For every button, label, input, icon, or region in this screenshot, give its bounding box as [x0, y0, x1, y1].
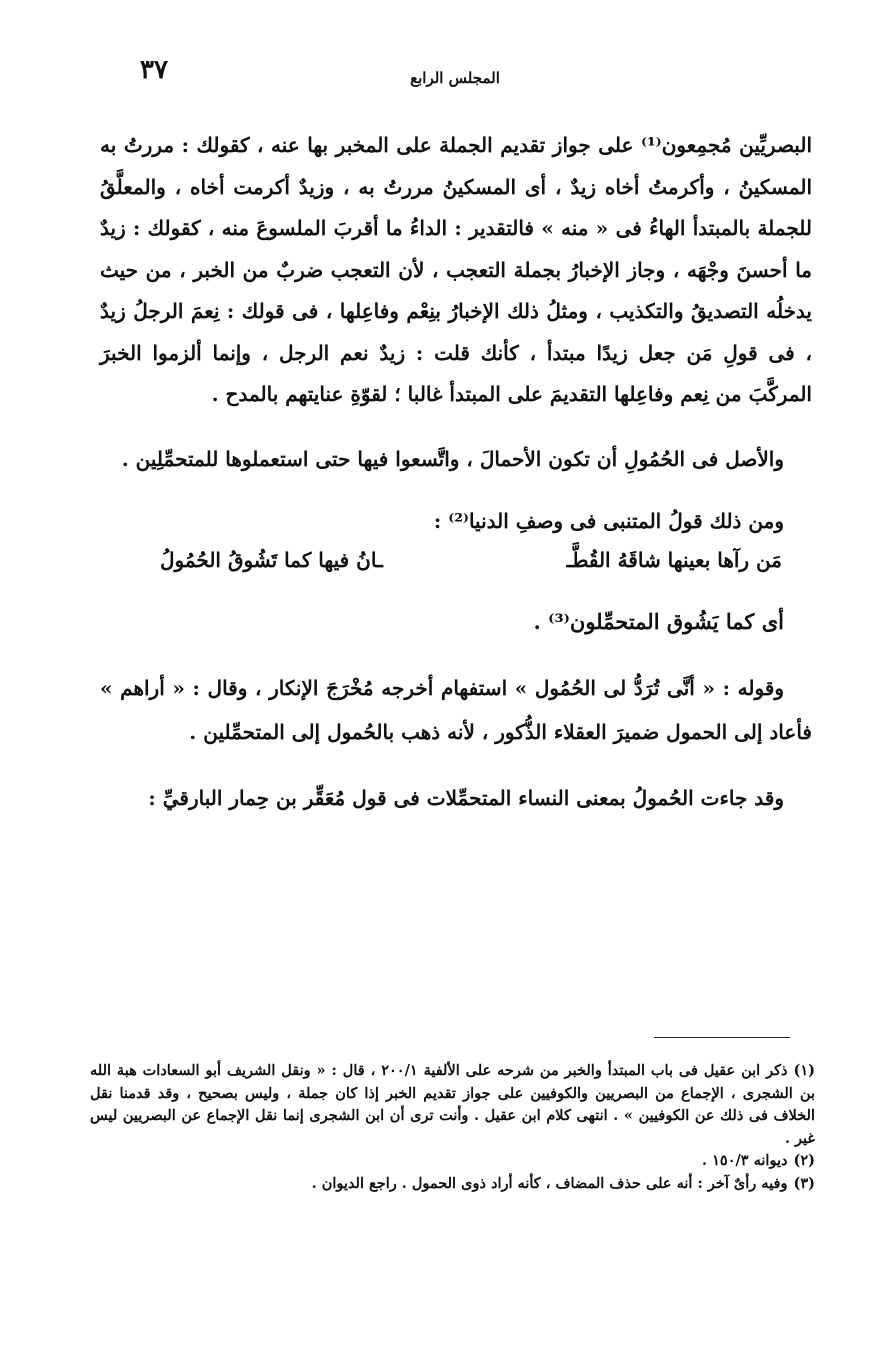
footnote-text: ديوانه ١٥٠/٣ . — [702, 1152, 788, 1169]
footnote-number: (٢) — [793, 1152, 815, 1169]
verse-first-hemistich: مَن رآها بعينها شاقَهُ القُطَّـ — [566, 547, 782, 572]
paragraph-3: ومن ذلك قولُ المتنبى فى وصفِ الدنيا⁽²⁾ : — [433, 508, 784, 533]
footnote-1 — [90, 1060, 815, 1150]
paragraph-2: والأصل فى الحُمُولِ أن تكون الأحمالَ ، واتَّسعوا فيها حتى استعملوها للمتحمِّلِين . — [121, 446, 784, 471]
page-number: ٣٧ — [140, 55, 168, 85]
footnote-number: (٣) — [793, 1174, 815, 1192]
verse-explanation: أى كما يَشُوق المتحمِّلون⁽³⁾ . — [533, 608, 784, 634]
paragraph-1: البصريِّين مُجمِعون⁽¹⁾ على جواز تقديم الجملة على المخبر بها عنه ، كقولك : مررتُ به المسكينُ ، وأكرمتُ أخاه زيدٌ ، أى المسكينُ مررتُ به ، وزيدٌ أكرمت أخاه ، والمعلَّقُ للجملة بالمبتدأ الهاءُ فى « منه » فالتقدير : الداءُ ما أقربَ الملسوعَ منه ، كقولك : زيدٌ ما أحسنَ وجْهَه ، وجاز الإخبارُ بجملة التعجب ، لأن التعجب ضربٌ من الخبر ، من حيث يدخلُه التصديقُ والتكذيب ، ومثلُ ذلك الإخبارُ بنِعْم وفاعِلها ، فى قولك : نِعمَ الرجلُ زيدٌ ، فى قولِ مَن جعل زيدًا مبتدأ ، كأنك قلت : زيدٌ نعم الرجل ، وإنما ألزموا الخبرَ المركَّبَ من نِعم وفاعِلها التقديمَ على المبتدأ غالبا ؛ لقوّةِ عنايتهم بالمدح . — [100, 133, 812, 406]
paragraph-4: وقوله : « أنَّى تُرَدُّ لى الحُمُول » استفهام أخرجه مُخْرَجَ الإنكار ، وقال : « أراهم » فأعاد إلى الحمول ضميرَ العقلاء الذُّكور ، لأنه ذهب بالحُمول إلى المتحمِّلين . — [100, 675, 812, 744]
footnote-text: وفيه رأىٌ آخر : أنه على حذف المضاف ، كأنه أراد ذوى الحمول . راجع الديوان . — [311, 1174, 788, 1192]
footnote-number: (١) — [793, 1062, 816, 1079]
footnote-text: ذكر ابن عقيل فى باب المبتدأ والخبر من شرحه على الألفية ٢٠٠/١ ، قال : « ونقل الشريف أبو السعادات هبة الله بن الشجرى ، الإجماع من البصريين والكوفيين على جواز تقديم الخبر إذا كان جملة ، وليس بصحيح ، وقد قدمنا نقل الخلاف فى ذلك عن الكوفيين » . انتهى كلام ابن عقيل . وأنت ترى أن ابن الشجرى إنما نقل الإجماع عن البصريين ليس غير . — [90, 1062, 815, 1147]
verse-second-hemistich: ـانُ فيها كما تَشُوقُ الحُمُولُ — [160, 547, 383, 572]
running-title: المجلس الرابع — [410, 69, 500, 87]
footnotes — [90, 1060, 815, 1195]
page-header — [100, 55, 810, 95]
paragraph-5: وقد جاءت الحُمولُ بمعنى النساء المتحمِّلات فى قول مُعَقِّر بن حِمار البارقيِّ : — [148, 785, 784, 810]
verse-line — [100, 542, 812, 588]
footnote-divider — [654, 1037, 790, 1038]
footnote-3 — [90, 1173, 815, 1196]
footnote-2 — [90, 1150, 815, 1173]
main-text — [100, 125, 812, 820]
